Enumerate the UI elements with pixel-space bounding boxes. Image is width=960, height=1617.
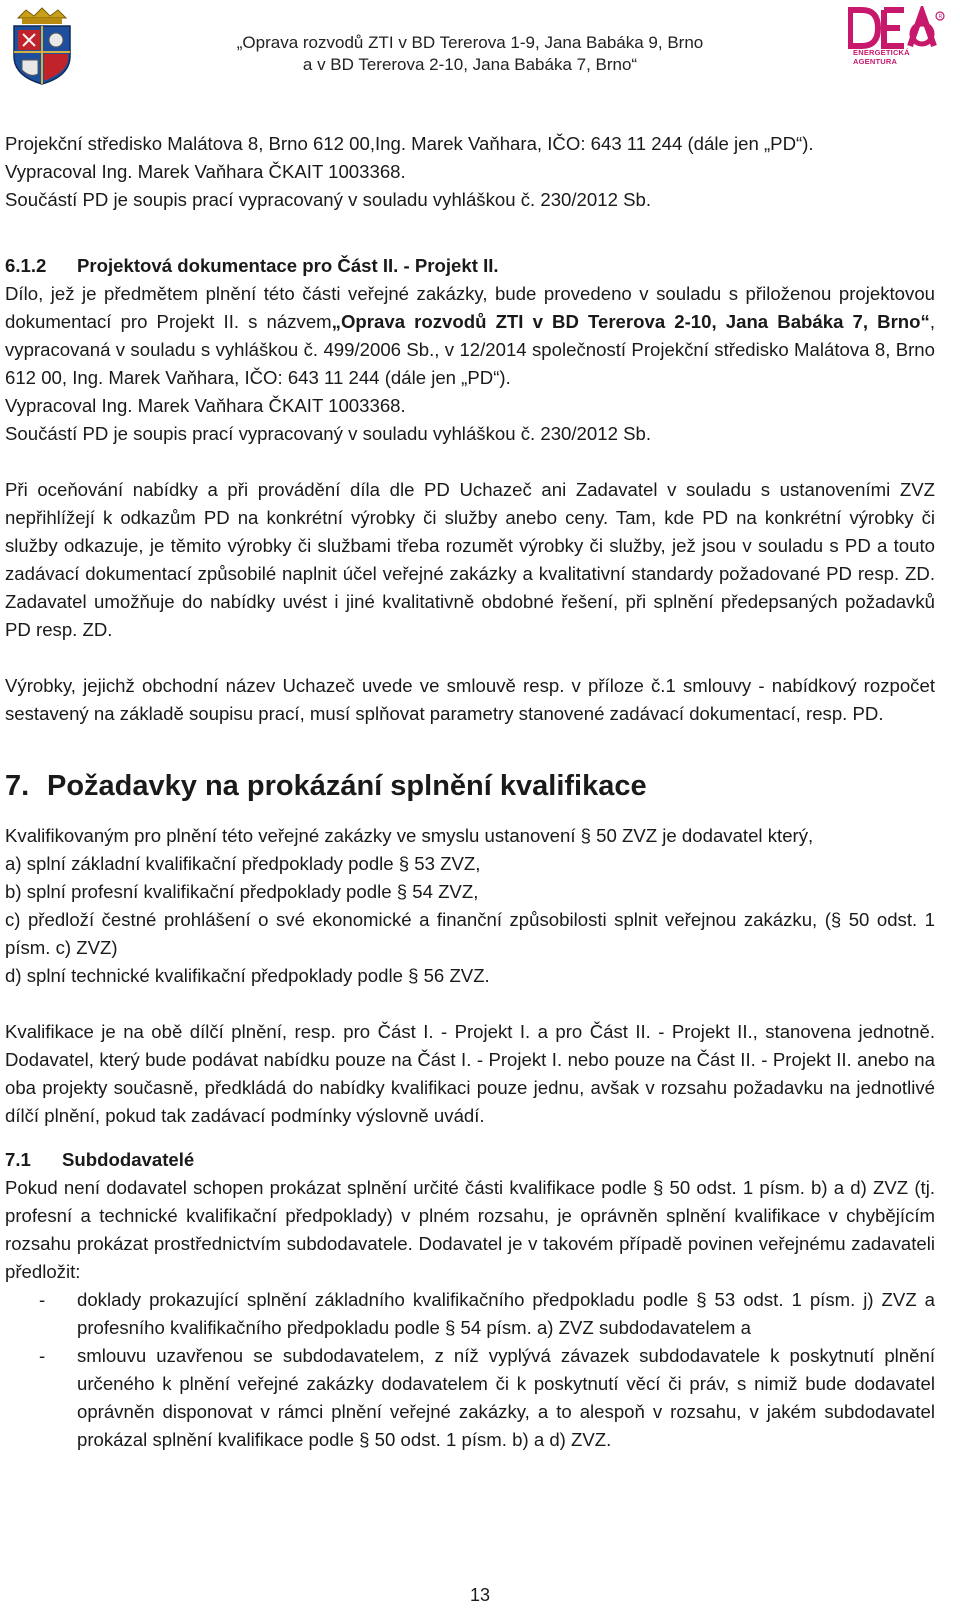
section-title: Subdodavatelé <box>62 1149 195 1170</box>
section-number: 6.1.2 <box>5 255 47 276</box>
section-title: Projektová dokumentace pro Část II. - Projekt II. <box>77 255 499 276</box>
section-title: Požadavky na prokázání splnění kvalifikace <box>47 770 647 802</box>
subcontractor-list <box>5 1286 935 1454</box>
list-dash: - <box>39 1345 46 1366</box>
section-number: 7. <box>5 770 30 802</box>
list-item-text: smlouvu uzavřenou se subdodavatelem, z níž vyplývá závazek subdodavatele k poskytnutí plnění určeného k plnění veřejné zakázky dodavatelem či k poskytnutí věcí či práv, s nimiž bude dodavatel oprávněn disponovat v rámci plnění veřejné zakázky, a to alespoň v rozsahu, v jakém subdodavatel prokázal splnění kvalifikace podle § 50 odst. 1 písm. b) a d) ZVZ. <box>77 1345 935 1450</box>
qualification-item-d: d) splní technické kvalifikační předpoklady podle § 56 ZVZ. <box>5 965 490 986</box>
qualification-item-b: b) splní profesní kvalifikační předpoklady podle § 54 ZVZ, <box>5 881 479 902</box>
header-title-line1: „Oprava rozvodů ZTI v BD Tererova 1-9, Jana Babáka 9, Brno <box>236 33 704 52</box>
qualification-item-a: a) splní základní kvalifikační předpoklady podle § 53 ZVZ, <box>5 853 481 874</box>
coat-of-arms-icon <box>8 4 76 88</box>
list-item <box>5 1342 935 1454</box>
logo-text <box>853 48 910 66</box>
subcontractor-paragraph: Pokud není dodavatel schopen prokázat splnění určité části kvalifikace podle § 50 odst. 1 písm. b) a d) ZVZ (tj. profesní a technické kvalifikační předpoklady) v plném rozsahu, je oprávněn splnění kvalifikace v chybějícím rozsahu prokázat prostřednictvím subdodavatele. Dodavatel je v takovém případě povinen veřejnému zadavateli předložit: <box>5 1177 935 1282</box>
page-number: 13 <box>469 1585 491 1605</box>
section-heading-7-1 <box>5 1146 935 1174</box>
intro-line-1: Projekční středisko Malátova 8, Brno 612 00,Ing. Marek Vaňhara, IČO: 643 11 244 (dále jen „PD“). <box>5 133 814 154</box>
logo-text-line1: ENERGETICKÁ <box>853 48 910 57</box>
header-title <box>190 32 750 76</box>
intro-line-3: Součástí PD je soupis prací vypracovaný v souladu vyhláškou č. 230/2012 Sb. <box>5 189 651 210</box>
valuation-paragraph: Při oceňování nabídky a při provádění díla dle PD Uchazeč ani Zadavatel v souladu s ustanoveními ZVZ nepřihlížejí k odkazům PD na konkrétní výrobky či služby anebo ceny. Tam, kde PD na konkrétní výrobky či služby odkazuje, je těmito výrobky či službami třeba rozumět výrobky či služby, jež jsou v souladu s PD a touto zadávací dokumentací způsobilé naplnit účel veřejné zakázky a kvalitativní standardy požadované PD resp. ZD. Zadavatel umožňuje do nabídky uvést i jiné kvalitativně obdobné řešení, při splnění předepsaných požadavků PD resp. ZD. <box>5 479 935 640</box>
section-7-intro: Kvalifikovaným pro plnění této veřejné zakázky ve smyslu ustanovení § 50 ZVZ je dodavatel který, <box>5 825 814 846</box>
header-title-line2: a v BD Tererova 2-10, Jana Babáka 7, Brno“ <box>302 55 638 74</box>
svg-text:R: R <box>938 14 943 21</box>
intro-line-2: Vypracoval Ing. Marek Vaňhara ČKAIT 1003368. <box>5 161 406 182</box>
products-paragraph: Výrobky, jejichž obchodní název Uchazeč uvede ve smlouvě resp. v příloze č.1 smlouvy - nabídkový rozpočet sestavený na základě soupisu prací, musí splňovat parametry stanovené zadávací dokumentací, resp. PD. <box>5 675 935 724</box>
project-name-bold: „Oprava rozvodů ZTI v BD Tererova 2-10, Jana Babáka 7, Brno“ <box>331 311 930 332</box>
section-heading-7 <box>5 768 935 804</box>
section-number: 7.1 <box>5 1149 31 1170</box>
paragraph-text: , vypracovaná v souladu s vyhláškou č. 499/2006 Sb., v 12/2014 společností Projekční středisko Malátova 8, Brno 612 00, Ing. Marek Vaňhara, IČO: 643 11 244 (dále jen „PD“). <box>5 311 935 388</box>
section-heading-6-1-2 <box>5 252 935 280</box>
qualification-item-c: c) předloží čestné prohlášení o své ekonomické a finanční způsobilosti splnit veřejnou zakázku, (§ 50 odst. 1 písm. c) ZVZ) <box>5 909 935 958</box>
list-item <box>5 1286 935 1342</box>
document-body <box>5 130 935 1454</box>
section-6-1-2-line-2: Vypracoval Ing. Marek Vaňhara ČKAIT 1003368. <box>5 395 406 416</box>
section-6-1-2-line-3: Součástí PD je soupis prací vypracovaný v souladu vyhláškou č. 230/2012 Sb. <box>5 423 651 444</box>
list-dash: - <box>39 1289 46 1310</box>
logo-text-line2: AGENTURA <box>853 57 898 66</box>
qualification-paragraph: Kvalifikace je na obě dílčí plnění, resp. pro Část I. - Projekt I. a pro Část II. - Projekt II., stanovena jednotně. Dodavatel, který bude podávat nabídku pouze na Část I. - Projekt I. nebo pouze na Část II. - Projekt II. anebo na oba projekty současně, předkládá do nabídky kvalifikaci pouze jednu, avšak v rozsahu požadavku na jednotlivé dílčí plnění, pokud tak zadávací podmínky výslovně uvádí. <box>5 1021 935 1126</box>
paragraph-text: Dílo, jež je předmětem plnění této části veřejné zakázky, bude provedeno v souladu s přiloženou projektovou dokumentací pro Projekt II. s názvem <box>5 283 935 332</box>
section-6-1-2-paragraph <box>5 280 935 392</box>
list-item-text: doklady prokazující splnění základního kvalifikačního předpokladu podle § 53 odst. 1 písm. j) ZVZ a profesního kvalifikačního předpokladu podle § 54 písm. a) ZVZ subdodavatelem a <box>77 1289 935 1338</box>
